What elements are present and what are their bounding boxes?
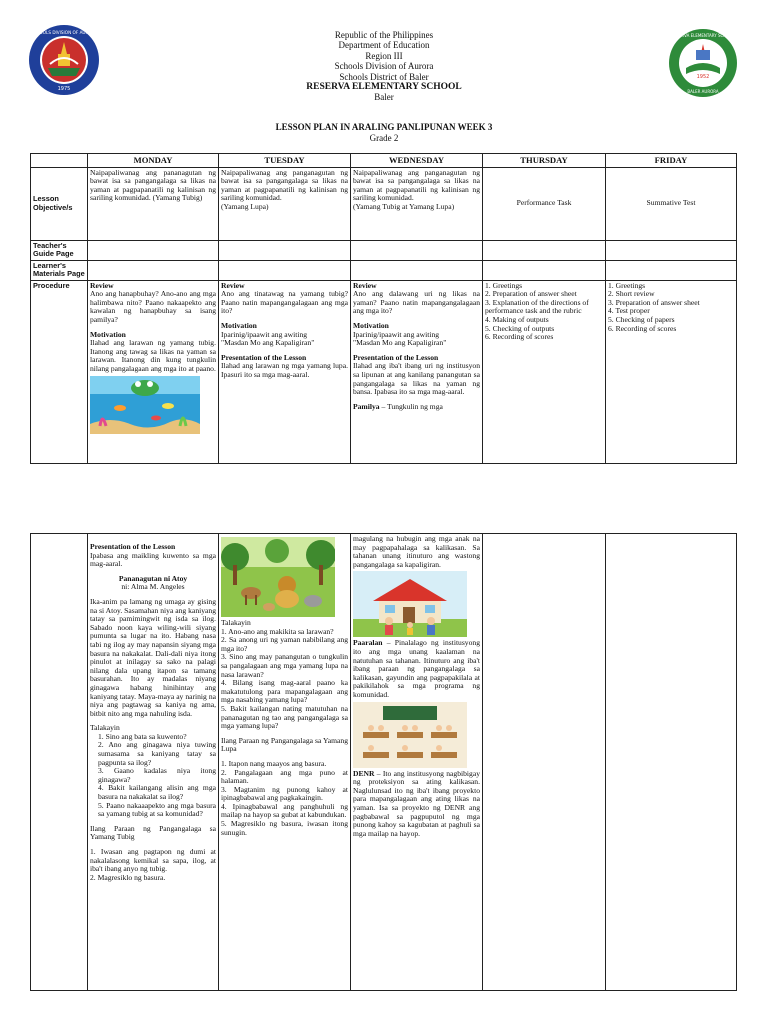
- list-item: 3. Explanation of the directions of performance task and the rubric: [485, 297, 589, 316]
- list-item: 5. Checking of outputs: [485, 323, 555, 333]
- list-item: 2. Preparation of answer sheet: [485, 289, 577, 299]
- procedure-continued-row: [31, 534, 737, 991]
- ways-heading: Ilang Paraan ng Pangangalaga sa Yamang Tubig: [90, 823, 216, 842]
- motivation-heading: Motivation: [90, 329, 126, 339]
- procedure-row: [31, 280, 737, 463]
- presentation-text: Ilahad ang iba't ibang uri ng institusyon sa lipunan at ang kanilang panangutan sa pangangalaga sa likas na yaman ng bansa. Ipabasa ito sa mga mag-aaral.: [353, 361, 480, 397]
- list-item: 3. Gaano kadalas niya itong ginagawa?: [98, 766, 216, 784]
- review-text: Ano ang tinatawag na yamang tubig? Paano natin mapangangalagaan ang mga ito?: [221, 289, 348, 316]
- review-heading: Review: [353, 280, 377, 290]
- svg-text:RESERVA ELEMENTARY SCHOOL: RESERVA ELEMENTARY SCHOOL: [671, 33, 735, 38]
- procedure-friday-cont: [606, 534, 737, 991]
- motivation-text: Ilahad ang larawan ng yamang tubig. Itanong ang tawag sa likas na yaman sa larawan. Itanong din kung tungkulin nilang pangalagaan ang mga ito at paano.: [90, 338, 216, 373]
- motivation-text-1: Iparinig/ipaawit ang awiting: [353, 329, 440, 339]
- motivation-heading: Motivation: [221, 320, 257, 330]
- list-item: 6. Recording of scores: [485, 332, 554, 342]
- list-item: 1. Greetings: [608, 280, 646, 290]
- learners-materials-row: [31, 260, 737, 280]
- header-division: Schools Division of Aurora: [334, 61, 434, 72]
- procedure-wednesday-cont: [351, 534, 483, 991]
- list-item: 4. Ipinagbabawal ang panghuhuli ng mailap na hayop sa gubat at kabundukan.: [221, 801, 348, 820]
- list-item: 2. Ano ang ginagawa niya tuwing sumasama sa kaniyang tatay sa pagpunta sa ilog?: [98, 740, 216, 767]
- lesson-plan-title-block: [0, 122, 768, 144]
- list-item: 2. Pangalagaan ang mga puno at halaman.: [221, 767, 348, 786]
- objective-wednesday: [351, 167, 483, 240]
- objective-wednesday-main: Naipapaliwanag ang panganagutan ng bawat isa sa pangangalaga sa likas na yaman at pagpapanatili ng kalinisan ng sariling komunidad.: [353, 167, 480, 203]
- row-label-teachers-guide: Teacher's Guide Page: [31, 240, 88, 260]
- procedure-wednesday-cont-content: [353, 535, 480, 981]
- paaralan-line: [353, 639, 480, 699]
- empty-label-cell: [31, 534, 88, 991]
- presentation-text: Ipabasa ang maikling kuwento sa mga mag-aaral.: [90, 550, 216, 569]
- day-monday: MONDAY: [88, 154, 219, 168]
- pamilya-text: – Tungkulin ng mga: [379, 401, 443, 411]
- ocean-illustration: [90, 376, 200, 434]
- empty-cell: [88, 260, 219, 280]
- list-item: 1. Greetings: [485, 280, 523, 290]
- grade-label: Grade 2: [369, 133, 399, 143]
- objective-tuesday-main: Naipapaliwanag ang panganagutan ng bawat isa sa pangangalaga sa likas na yaman at pagpapanatili ng kalinisan ng sariling komunidad.: [221, 167, 348, 203]
- header-school: RESERVA ELEMENTARY SCHOOL: [306, 82, 462, 93]
- motivation-text-2: "Masdan Mo ang Kapaligiran": [221, 338, 315, 348]
- empty-cell: [219, 240, 351, 260]
- row-label-procedure: Procedure: [31, 280, 88, 463]
- procedure-friday: [606, 280, 737, 463]
- svg-text:BALER AURORA: BALER AURORA: [687, 89, 719, 94]
- header-deped: Department of Education: [338, 40, 430, 51]
- list-item: 3. Magtanim ng punong kahoy at ipinagbabawal ang pagkakaingin.: [221, 784, 348, 803]
- objective-monday: Naipapaliwanag ang pananagutan ng bawat isa sa pangangalaga sa likas na yaman at pagpapanatili ng kalinisan ng sariling komunidad. (Yamang Tubig): [88, 167, 219, 240]
- empty-cell: [351, 260, 483, 280]
- classroom-illustration: [353, 702, 467, 768]
- procedure-tuesday-cont: [219, 534, 351, 991]
- empty-cell: [606, 240, 737, 260]
- procedure-tuesday-cont-content: [221, 535, 348, 981]
- pamilya-line: [353, 403, 480, 412]
- header-town: Baler: [374, 92, 394, 103]
- presentation-heading: Presentation of the Lesson: [90, 542, 176, 551]
- list-item: 5. Bakit kailangan nating matutuhan na pananagutan ng tao ang pangangalaga sa mga yamang lupa?: [221, 703, 348, 731]
- document-header: [0, 30, 768, 103]
- empty-cell: [219, 260, 351, 280]
- motivation-heading: Motivation: [353, 320, 389, 330]
- ways-heading: Ilang Paraan ng Pangangalaga sa Yamang Lupa: [221, 735, 348, 754]
- story-title: Pananagutan ni Atoy: [118, 573, 188, 583]
- objective-friday: Summative Test: [606, 167, 737, 240]
- forest-animals-illustration: [221, 537, 335, 617]
- denr-line: [353, 770, 480, 839]
- objective-tuesday: [219, 167, 351, 240]
- procedure-tuesday: [219, 280, 351, 463]
- empty-cell: [606, 260, 737, 280]
- day-header-row: [31, 154, 737, 168]
- story-text: Ika-anim pa lamang ng umaga ay gising na si Atoy. Sasamahan niya ang kaniyang tatay sa pamimingwit ng isda sa ilog. Sabado noon kaya wiling-wili siyang pumunta sa lugar na ito. Habang nasa tabi ng ilog ay may napansin siyang mga basura na nakakalat. Dali-dali niya itong pinulot at inilagay sa sako na palagi nilang dala upang itapon sa tamang basurahan. Ito ay madalas niyang ginagawa habang hinihintay ang kaniyang tatay. Maya-maya ay narinig na niya ang pagtawag sa kaniya ng ama, bitbit nito ang mga nahuling isda.: [90, 596, 216, 718]
- list-item: 4. Bakit kailangang alisin ang mga basura na nakakalat sa ilog?: [98, 783, 216, 802]
- lesson-plan-title: LESSON PLAN IN ARALING PANLIPUNAN WEEK 3: [275, 122, 493, 132]
- empty-cell: [351, 240, 483, 260]
- procedure-monday-cont: [88, 534, 219, 991]
- procedure-monday-cont-content: [90, 535, 216, 989]
- list-item: 1. Itapon nang maayos ang basura.: [221, 758, 327, 768]
- list-item: 6. Recording of scores: [608, 323, 677, 333]
- list-item: 4. Test proper: [608, 306, 650, 316]
- review-heading: Review: [221, 280, 245, 290]
- procedure-monday-content: [90, 282, 216, 461]
- empty-cell: [88, 240, 219, 260]
- review-heading: Review: [90, 281, 114, 290]
- list-item: 4. Making of outputs: [485, 314, 549, 324]
- presentation-text: Ilahad ang larawan ng mga yamang lupa. Ipasuri ito sa mga mag-aaral.: [221, 361, 348, 379]
- review-text: Ano ang dalawang uri ng likas na yaman? Paano natin mapangangalagaan ang mga ito?: [353, 289, 480, 316]
- story-author: ni: Alma M. Angeles: [121, 582, 185, 592]
- row-label-objectives: Lesson Objective/s: [31, 167, 88, 240]
- question-list: [90, 733, 216, 819]
- list-item: 2. Sa anong uri ng yaman nabibilang ang mga ito?: [221, 635, 348, 653]
- teachers-guide-row: [31, 240, 737, 260]
- presentation-heading: Presentation of the Lesson: [221, 352, 307, 362]
- paaralan-text: – Pinalalago ng institusyong ito ang mga unang kaalaman na natutuhan sa tahanan. Itinuturo ang iba't ibang paraan ng pangangalaga sa kalikasan, gayundin ang pagpapakilala at pakikilahok sa mga programa ng komunidad.: [353, 638, 480, 699]
- lesson-plan-table-part1: [30, 153, 737, 464]
- list-item: 3. Sino ang may panangutan o tungkulin sa pangalagaan ang mga yamang lupa na nasa larawan?: [221, 652, 348, 679]
- objective-thursday: Performance Task: [483, 167, 606, 240]
- list-item: 5. Paano nakaaapekto ang mga basura sa yamang tubig at sa komunidad?: [98, 800, 216, 819]
- list-item: 4. Bilang isang mag-aaral paano ka makatutulong para mapangalagaan ang mga nasabing yamang lupa?: [221, 678, 348, 705]
- review-text: Ano ang hanapbuhay? Ano-ano ang mga halimbawa nito? Paano nakaapekto ang kawalan ng hanapbuhay sa isang pamilya?: [90, 289, 216, 324]
- list-item: 1. Iwasan ang pagtapon ng dumi at nakalalasong kemikal sa sapa, ilog, at iba't ibang anyo ng tubig.: [90, 847, 216, 874]
- day-thursday: THURSDAY: [483, 154, 606, 168]
- svg-text:SCHOOLS DIVISION OF AURORA: SCHOOLS DIVISION OF AURORA: [30, 30, 98, 35]
- presentation-heading: Presentation of the Lesson: [353, 352, 439, 362]
- procedure-wednesday: [351, 280, 483, 463]
- list-item: 2. Magresiklo ng basura.: [90, 872, 166, 882]
- family-house-illustration: [353, 571, 467, 637]
- empty-cell: [483, 240, 606, 260]
- denr-text: – Ito ang institusyong nagbibigay ng proteksiyon sa ating kalikasan. Naglulunsad ito ng iba't ibang proyekto para mapangalagaan ang ating likas na yaman. Isa sa proyekto ng DENR ang pagbabawal sa pagpuputol ng mga punong kahoy sa kagubatan at paghuli sa mga mailap na hayop.: [353, 768, 480, 838]
- objectives-row: [31, 167, 737, 240]
- motivation-text-2: "Masdan Mo ang Kapaligiran": [353, 338, 447, 348]
- svg-text:1975: 1975: [57, 86, 71, 92]
- list-item: 5. Magresiklo ng basura, iwasan itong sunugin.: [221, 819, 348, 837]
- day-friday: FRIDAY: [606, 154, 737, 168]
- paaralan-heading: Paaralan: [353, 638, 383, 648]
- list-item: 3. Preparation of answer sheet: [608, 297, 700, 307]
- talakayin-label: Talakayin: [221, 618, 251, 627]
- denr-heading: DENR: [353, 768, 375, 778]
- objective-tuesday-sub: (Yamang Lupa): [221, 201, 269, 211]
- procedure-monday: [88, 280, 219, 463]
- lesson-plan-table-part2: [30, 533, 737, 991]
- day-wednesday: WEDNESDAY: [351, 154, 483, 168]
- talakayin-label: Talakayin: [90, 723, 120, 733]
- day-tuesday: TUESDAY: [219, 154, 351, 168]
- list-item: 2. Short review: [608, 289, 655, 299]
- objective-wednesday-sub: (Yamang Tubig at Yamang Lupa): [353, 201, 455, 211]
- corner-cell: [31, 154, 88, 168]
- svg-text:1952: 1952: [696, 74, 710, 80]
- row-label-learners-materials: Learner's Materials Page: [31, 260, 88, 280]
- list-item: 1. Sino ang bata sa kuwento?: [98, 731, 187, 741]
- procedure-thursday-cont: [483, 534, 606, 991]
- header-republic: Republic of the Philippines: [334, 30, 434, 40]
- list-item: 1. Ano-ano ang makikita sa larawan?: [221, 626, 334, 636]
- motivation-text-1: Iparinig/ipaawit ang awiting: [221, 329, 308, 339]
- header-region: Region III: [365, 50, 403, 61]
- pamilya-continued-text: magulang na hubugin ang mga anak na may pagpapahalaga sa kalikasan. Sa tahanan unang itinuturo ang wastong pangangalaga sa kapaligiran.: [353, 535, 480, 569]
- procedure-thursday: [483, 280, 606, 463]
- header-district: Schools District of Baler: [339, 71, 429, 82]
- pamilya-heading: Pamilya: [353, 401, 380, 411]
- empty-cell: [483, 260, 606, 280]
- list-item: 5. Checking of papers: [608, 314, 675, 324]
